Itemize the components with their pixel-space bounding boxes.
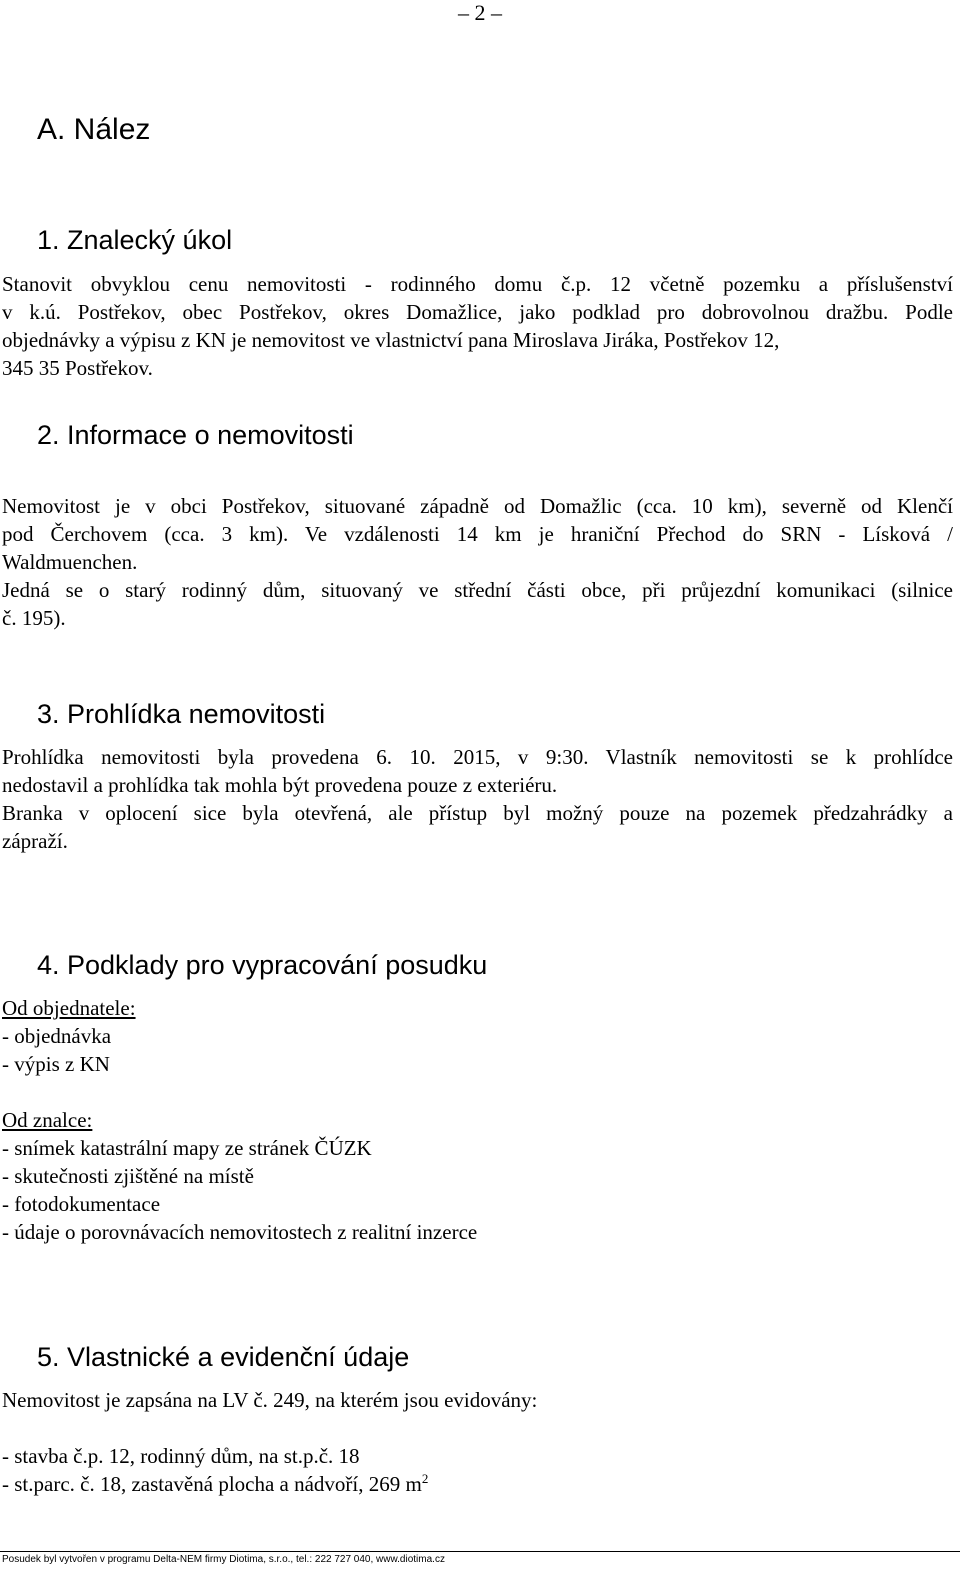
section-a-title: A. Nález [37, 113, 151, 146]
section-1-line: objednávky a výpisu z KN je nemovitost ve vlastnictví pana Miroslava Jiráka, Postřekov 12, [2, 328, 780, 352]
section-3-line: zápraží. [2, 829, 68, 853]
section-5-intro: Nemovitost je zapsána na LV č. 249, na kterém jsou evidovány: [2, 1388, 538, 1412]
section-1-heading: 1. Znalecký úkol [37, 225, 233, 255]
section-3-line: nedostavil a prohlídka tak mohla být provedena pouze z exteriéru. [2, 773, 558, 797]
list-item [2, 1470, 428, 1498]
client-sources-label: Od objednatele: [2, 996, 136, 1020]
list-item: - fotodokumentace [2, 1192, 161, 1216]
section-3-line: Prohlídka nemovitosti byla provedena 6. 10. 2015, v 9:30. Vlastník nemovitosti se k prohlídce [2, 745, 953, 769]
list-item-text: - st.parc. č. 18, zastavěná plocha a nádvoří, 269 m [2, 1472, 422, 1496]
section-2-line: Waldmuenchen. [2, 550, 138, 574]
section-1-line: Stanovit obvyklou cenu nemovitosti - rodinného domu č.p. 12 včetně pozemku a příslušenství [2, 272, 953, 296]
section-2-line: Jedná se o starý rodinný dům, situovaný ve střední části obce, při průjezdní komunikaci (silnice [2, 578, 953, 602]
section-2-line: pod Čerchovem (cca. 3 km). Ve vzdálenosti 14 km je hraniční Přechod do SRN - Lísková / [2, 522, 953, 546]
section-2-line: č. 195). [2, 606, 66, 630]
list-item: - výpis z KN [2, 1052, 110, 1076]
expert-sources-label: Od znalce: [2, 1108, 93, 1132]
section-5-heading: 5. Vlastnické a evidenční údaje [37, 1342, 410, 1372]
section-2-line: Nemovitost je v obci Postřekov, situované západně od Domažlic (cca. 10 km), severně od Klenčí [2, 494, 953, 518]
superscript: 2 [421, 1471, 429, 1486]
section-4-heading: 4. Podklady pro vypracování posudku [37, 950, 488, 980]
list-item: - snímek katastrální mapy ze stránek ČÚZK [2, 1136, 372, 1160]
list-item: - stavba č.p. 12, rodinný dům, na st.p.č. 18 [2, 1444, 360, 1468]
list-item: - objednávka [2, 1024, 112, 1048]
section-3-line: Branka v oplocení sice byla otevřená, ale přístup byl možný pouze na pozemek předzahrádky a [2, 801, 953, 825]
list-item: - skutečnosti zjištěné na místě [2, 1164, 254, 1188]
page-number: – 2 – [458, 0, 502, 25]
section-2-heading: 2. Informace o nemovitosti [37, 420, 354, 450]
footer-text: Posudek byl vytvořen v programu Delta-NEM firmy Diotima, s.r.o., tel.: 222 727 040, www.diotima.cz [2, 1554, 445, 1565]
footer-divider [0, 1551, 960, 1552]
list-item: - údaje o porovnávacích nemovitostech z realitní inzerce [2, 1220, 478, 1244]
section-3-heading: 3. Prohlídka nemovitosti [37, 699, 326, 729]
section-1-line: 345 35 Postřekov. [2, 356, 153, 380]
section-1-line: v k.ú. Postřekov, obec Postřekov, okres Domažlice, jako podklad pro dobrovolnou dražbu. Podle [2, 300, 953, 324]
